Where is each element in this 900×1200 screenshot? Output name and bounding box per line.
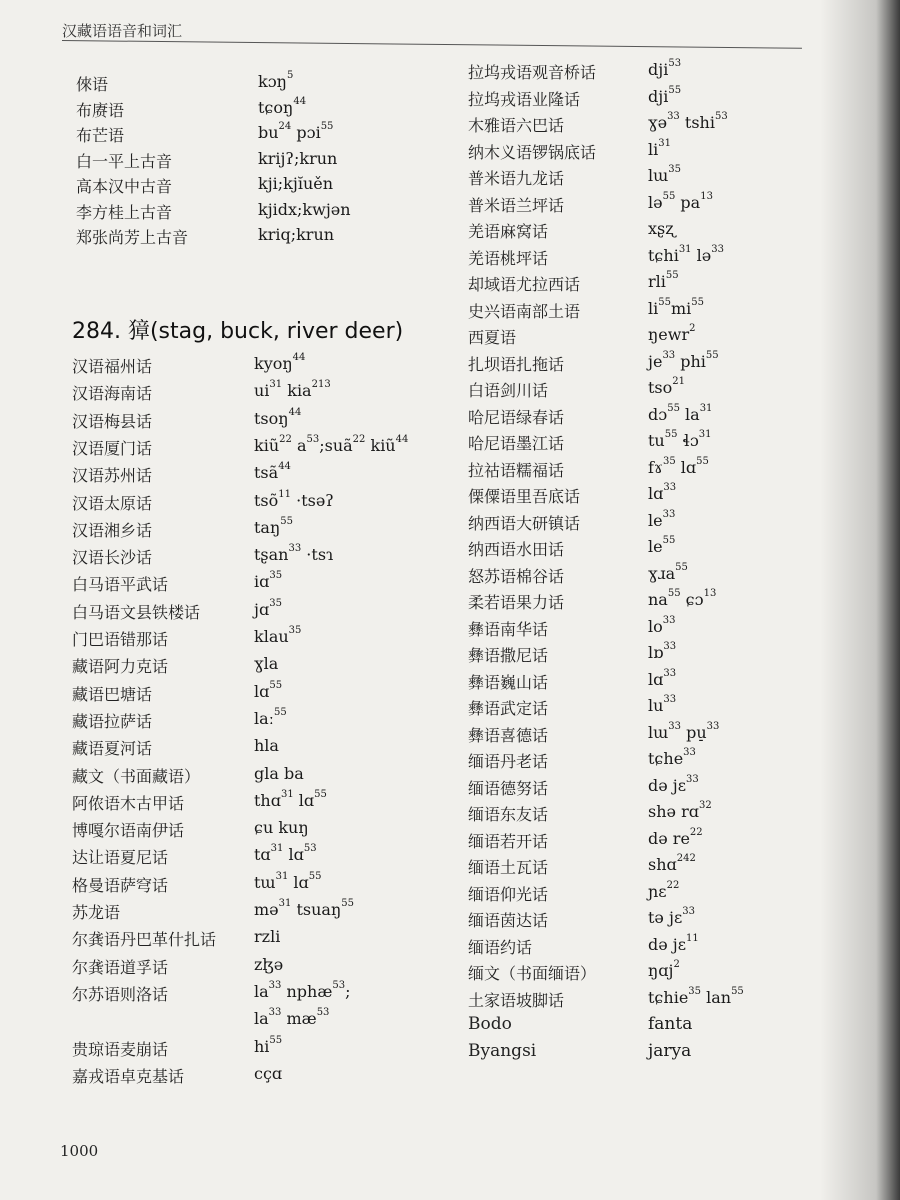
phonetic-form: də jɛ$^{11}$ bbox=[648, 932, 699, 954]
language-name: 彝语巍山话 bbox=[468, 672, 549, 692]
language-name: 拉坞戎语业隆话 bbox=[468, 89, 581, 109]
phonetic-form: tɕhi$^{31}$ lə$^{33}$ bbox=[648, 243, 724, 265]
language-name: 藏语拉萨话 bbox=[72, 711, 153, 731]
phonetic-form: lɯ$^{33}$ pu̠$^{33}$ bbox=[648, 720, 720, 742]
language-name: 西夏语 bbox=[468, 328, 517, 347]
language-name: 阿侬语木古甲话 bbox=[72, 793, 185, 813]
phonetic-form: $hi^{55}$ bbox=[254, 1034, 283, 1056]
header-rule bbox=[62, 40, 802, 49]
language-name: 博嘎尔语南伊话 bbox=[72, 821, 185, 841]
phonetic-form: $lu^{33}$ bbox=[648, 694, 677, 715]
phonetic-form: rli$^{55}$ bbox=[648, 270, 679, 291]
language-name: 白马语文县铁楼话 bbox=[72, 602, 201, 622]
phonetic-form: tsã$^{44}$ bbox=[254, 461, 291, 483]
phonetic-form: krijʔ;krun bbox=[258, 148, 338, 168]
phonetic-form: ɕu kuŋ bbox=[254, 818, 309, 838]
language-name: 怒苏语棉谷话 bbox=[468, 566, 565, 586]
language-name: 高本汉中古音 bbox=[76, 177, 173, 196]
phonetic-form: iɑ$^{35}$ bbox=[254, 570, 283, 592]
phonetic-form: tɕoŋ$^{44}$ bbox=[258, 95, 307, 117]
language-name: 木雅语六巴话 bbox=[468, 116, 565, 135]
phonetic-form: cçɑ bbox=[254, 1063, 283, 1083]
phonetic-form: hla bbox=[254, 736, 279, 756]
phonetic-form: $la^{33}$ nphæ$^{53}$; bbox=[254, 979, 351, 1001]
language-name: 拉祜语糯福话 bbox=[468, 460, 565, 480]
phonetic-form: tə jɛ$^{33}$ bbox=[648, 906, 695, 927]
page-number: 1000 bbox=[60, 1142, 99, 1160]
phonetic-form: fɤ$^{35}$ lɑ$^{55}$ bbox=[648, 455, 709, 477]
language-name: 缅文（书面缅语） bbox=[468, 964, 597, 983]
phonetic-form: kji;kjĭuěn bbox=[258, 174, 334, 193]
phonetic-form: də $re^{22}$ bbox=[648, 826, 703, 848]
language-name: 尔苏语则洛话 bbox=[72, 984, 169, 1004]
phonetic-form: kiũ$^{22}$ $a^{53};suã^{22}$ kiũ$^{44}$ bbox=[254, 433, 409, 455]
language-name: 彝语喜德话 bbox=[468, 725, 549, 745]
phonetic-form: lɑ$^{55}$ bbox=[254, 679, 283, 701]
language-name: 藏语巴塘话 bbox=[72, 684, 153, 704]
language-name: 羌语桃坪话 bbox=[468, 248, 549, 268]
language-name: 土家语坡脚话 bbox=[468, 990, 565, 1010]
language-name: 拉坞戎语观音桥话 bbox=[468, 63, 597, 82]
phonetic-form: $bu^{24}$ pɔi$^{55}$ bbox=[258, 121, 334, 142]
language-name: 柔若语果力话 bbox=[468, 593, 565, 612]
phonetic-form: tʂan$^{33}$ ·tsɿ bbox=[254, 543, 334, 565]
phonetic-form: $la^{33}$ $mæ^{53}$ bbox=[254, 1007, 330, 1029]
phonetic-form: kriq;krun bbox=[258, 225, 335, 244]
phonetic-form: dji$^{53}$ bbox=[648, 58, 682, 79]
language-name: 白一平上古音 bbox=[76, 151, 173, 171]
language-name: 汉语太原话 bbox=[72, 493, 153, 513]
phonetic-form: $lo^{33}$ bbox=[648, 614, 676, 636]
language-name: 汉语长沙话 bbox=[72, 548, 153, 568]
phonetic-form: $le^{55}$ bbox=[648, 535, 676, 556]
language-name: 白语剑川话 bbox=[468, 381, 549, 400]
phonetic-form: də jɛ$^{33}$ bbox=[648, 773, 699, 795]
language-name: 藏文（书面藏语） bbox=[72, 766, 201, 786]
phonetic-form: dji$^{55}$ bbox=[648, 84, 682, 106]
phonetic-form: ɲɛ$^{22}$ bbox=[648, 879, 680, 901]
language-name: 缅语茵达话 bbox=[468, 911, 549, 930]
phonetic-form: $je^{33}$ phi$^{55}$ bbox=[648, 349, 719, 371]
language-name: 郑张尚芳上古音 bbox=[76, 228, 189, 247]
language-name: 缅语东友话 bbox=[468, 805, 549, 824]
language-name: 贵琼语麦崩话 bbox=[72, 1039, 169, 1059]
page-edge-shadow bbox=[820, 0, 900, 1200]
language-name: 汉语福州话 bbox=[72, 357, 153, 376]
language-name: 缅语仰光话 bbox=[468, 884, 549, 904]
language-name: 门巴语错那话 bbox=[72, 630, 169, 649]
phonetic-form: mə$^{31}$ tsuaŋ$^{55}$ bbox=[254, 898, 354, 919]
phonetic-form: kyoŋ$^{44}$ bbox=[254, 352, 306, 373]
language-name: 扎坝语扎拖话 bbox=[468, 354, 565, 374]
running-header: 汉藏语语音和词汇 bbox=[62, 22, 183, 40]
language-name: Byangsi bbox=[468, 1040, 537, 1061]
phonetic-form: ŋewr$^2$ bbox=[648, 323, 696, 344]
phonetic-form: ɣɹa$^{55}$ bbox=[648, 561, 688, 583]
phonetic-form: klau$^{35}$ bbox=[254, 625, 302, 646]
phonetic-form: $tu^{55}$ ɬɔ$^{31}$ bbox=[648, 429, 712, 450]
language-name: Bodo bbox=[468, 1014, 512, 1034]
phonetic-form: tɕhe$^{33}$ bbox=[648, 747, 696, 768]
phonetic-form: laː$^{55}$ bbox=[254, 706, 287, 728]
language-name: 缅语丹老话 bbox=[468, 752, 549, 771]
phonetic-form: kjidx;kwjən bbox=[258, 199, 351, 219]
language-name: 尔龚语道孚话 bbox=[72, 957, 169, 977]
phonetic-form: $ui^{31}$ kia$^{213}$ bbox=[254, 379, 331, 401]
language-name: 格曼语萨穹话 bbox=[72, 875, 169, 895]
language-name: 汉语梅县话 bbox=[72, 411, 153, 431]
phonetic-form: lɑ$^{33}$ bbox=[648, 667, 677, 689]
language-name: 嘉戎语卓克基话 bbox=[72, 1066, 185, 1086]
language-name: 普米语兰坪话 bbox=[468, 195, 565, 215]
phonetic-form: tɯ$^{31}$ lɑ$^{55}$ bbox=[254, 870, 322, 892]
language-name: 哈尼语墨江话 bbox=[468, 434, 565, 453]
language-name: 彝语南华话 bbox=[468, 619, 549, 639]
language-name: 纳木义语锣锅底话 bbox=[468, 142, 597, 162]
phonetic-form: tɑ$^{31}$ lɑ$^{53}$ bbox=[254, 843, 317, 865]
phonetic-form: lɒ$^{33}$ bbox=[648, 641, 677, 662]
phonetic-form: shɑ$^{242}$ bbox=[648, 853, 696, 874]
language-name: 纳西语水田话 bbox=[468, 540, 565, 559]
language-name: 缅语约话 bbox=[468, 937, 533, 957]
language-name: 傈僳语里吾底话 bbox=[468, 487, 581, 506]
phonetic-form: tsõ$^{11}$ ·tsəʔ bbox=[254, 488, 334, 510]
phonetic-form: tso$^{21}$ bbox=[648, 376, 686, 397]
phonetic-form: fanta bbox=[648, 1014, 693, 1034]
language-name: 藏语夏河话 bbox=[72, 739, 153, 759]
language-name: 史兴语南部土语 bbox=[468, 301, 581, 321]
section-title: 284. 獐(stag, buck, river deer) bbox=[72, 319, 404, 344]
phonetic-form: $na^{55}$ ɕɔ$^{13}$ bbox=[648, 588, 717, 609]
phonetic-form: thɑ$^{31}$ lɑ$^{55}$ bbox=[254, 788, 327, 810]
phonetic-form: ŋɑj$^2$ bbox=[648, 959, 680, 980]
language-name: 哈尼语绿春话 bbox=[468, 407, 565, 427]
phonetic-form: zɮə bbox=[254, 954, 284, 974]
phonetic-form: gla ba bbox=[254, 763, 304, 783]
phonetic-form: tsoŋ$^{44}$ bbox=[254, 406, 302, 428]
phonetic-form: $le^{33}$ bbox=[648, 508, 676, 530]
language-name: 苏龙语 bbox=[72, 903, 121, 922]
phonetic-form: shə rɑ$^{32}$ bbox=[648, 800, 712, 821]
phonetic-form: xʂʐ bbox=[648, 219, 675, 238]
phonetic-form: dɔ$^{55}$ $la^{31}$ bbox=[648, 402, 713, 424]
language-name: 彝语撒尼话 bbox=[468, 646, 549, 665]
phonetic-form: rzli bbox=[254, 927, 281, 947]
phonetic-form: jarya bbox=[648, 1040, 692, 1061]
language-name: 布赓语 bbox=[76, 100, 125, 120]
phonetic-form: lɑ$^{33}$ bbox=[648, 482, 677, 503]
language-name: 缅语德努话 bbox=[468, 778, 549, 798]
phonetic-form: taŋ$^{55}$ bbox=[254, 515, 294, 537]
language-name: 汉语海南话 bbox=[72, 384, 153, 404]
phonetic-form: lə$^{55}$ $pa^{13}$ bbox=[648, 190, 713, 212]
language-name: 羌语麻窝话 bbox=[468, 222, 549, 241]
phonetic-form: ɣla bbox=[254, 654, 279, 674]
language-name: 尔龚语丹巴革什扎话 bbox=[72, 930, 217, 950]
language-name: 李方桂上古音 bbox=[76, 202, 173, 222]
phonetic-form: $li^{55}mi^{55}$ bbox=[648, 296, 704, 318]
phonetic-form: jɑ$^{35}$ bbox=[254, 597, 282, 619]
phonetic-form: kɔŋ$^5$ bbox=[258, 70, 294, 91]
language-name: 却域语尤拉西话 bbox=[468, 275, 581, 294]
language-name: 缅语土瓦话 bbox=[468, 858, 549, 877]
language-name: 白马语平武话 bbox=[72, 575, 169, 595]
phonetic-form: lɯ$^{35}$ bbox=[648, 164, 682, 185]
phonetic-form: tɕhie$^{35}$ lan$^{55}$ bbox=[648, 985, 744, 1007]
language-name: 缅语若开话 bbox=[468, 831, 549, 851]
language-name: 达让语夏尼话 bbox=[72, 848, 169, 868]
language-name: 倈语 bbox=[76, 75, 109, 94]
language-name: 普米语九龙话 bbox=[468, 169, 565, 188]
language-name: 汉语苏州话 bbox=[72, 466, 153, 486]
language-name: 布芒语 bbox=[76, 126, 125, 145]
language-name: 汉语厦门话 bbox=[72, 438, 153, 458]
language-name: 彝语武定话 bbox=[468, 699, 549, 718]
language-name: 汉语湘乡话 bbox=[72, 520, 153, 540]
phonetic-form: ɣə$^{33}$ tshi$^{53}$ bbox=[648, 111, 728, 132]
phonetic-form: $li^{31}$ bbox=[648, 137, 671, 159]
language-name: 藏语阿力克话 bbox=[72, 657, 169, 677]
language-name: 纳西语大研镇话 bbox=[468, 513, 581, 533]
